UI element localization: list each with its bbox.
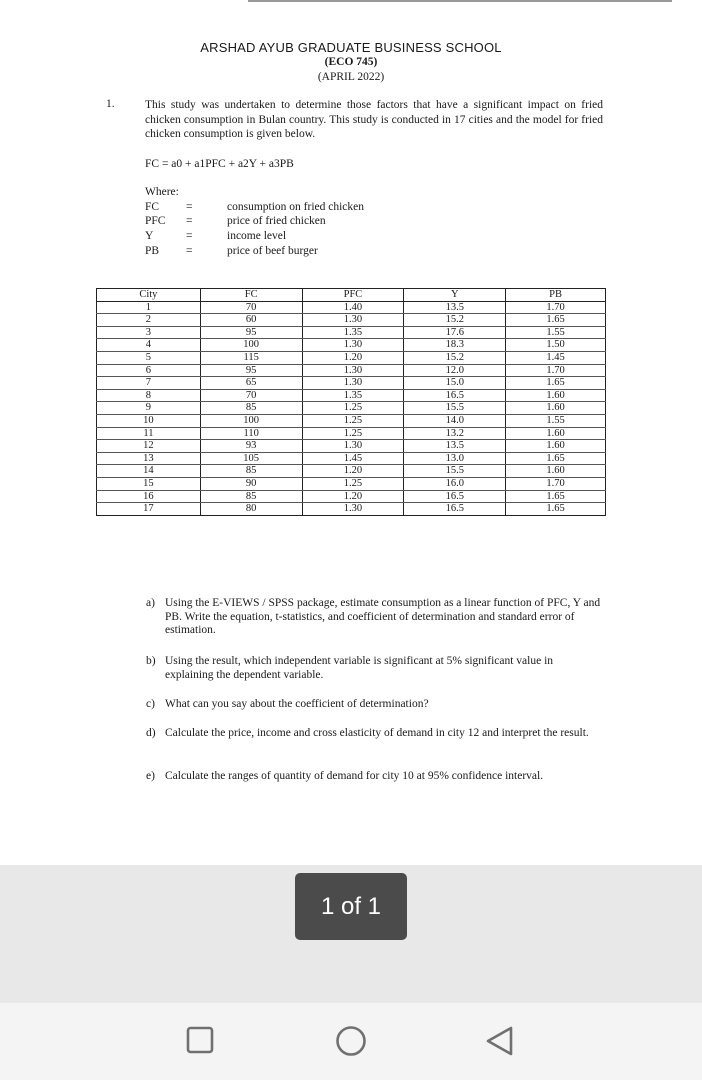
variable-description: price of beef burger — [227, 245, 318, 257]
table-cell: 14.0 — [404, 414, 506, 427]
variable-description: consumption on fried chicken — [227, 201, 365, 213]
table-cell: 1.20 — [302, 465, 404, 478]
column-header-fc: FC — [200, 289, 302, 302]
table-row — [97, 490, 606, 503]
table-cell: 2 — [97, 314, 201, 327]
table-cell: 1.25 — [302, 402, 404, 415]
recents-square-icon[interactable] — [183, 1022, 219, 1058]
table-row — [97, 377, 606, 390]
table-cell: 13 — [97, 452, 201, 465]
table-cell: 1.65 — [506, 490, 606, 503]
table-cell: 1.35 — [302, 389, 404, 402]
table-cell: 1.65 — [506, 503, 606, 516]
table-cell: 1.60 — [506, 440, 606, 453]
table-cell: 4 — [97, 339, 201, 352]
table-row — [97, 440, 606, 453]
table-cell: 1.70 — [506, 301, 606, 314]
table-cell: 93 — [200, 440, 302, 453]
table-cell: 13.5 — [404, 440, 506, 453]
table-cell: 1.25 — [302, 427, 404, 440]
table-cell: 10 — [97, 414, 201, 427]
table-cell: 1.25 — [302, 477, 404, 490]
table-cell: 16.5 — [404, 490, 506, 503]
variable-symbol: PB — [145, 245, 160, 257]
data-table — [96, 288, 606, 516]
table-cell: 1.55 — [506, 414, 606, 427]
table-row — [97, 452, 606, 465]
table-cell: 1.45 — [302, 452, 404, 465]
table-row — [97, 465, 606, 478]
table-cell: 16 — [97, 490, 201, 503]
table-cell: 15.5 — [404, 465, 506, 478]
table-cell: 1.45 — [506, 351, 606, 364]
table-cell: 1.50 — [506, 339, 606, 352]
table-cell: 13.5 — [404, 301, 506, 314]
table-cell: 8 — [97, 389, 201, 402]
variable-symbol: PFC — [145, 215, 166, 227]
table-cell: 1.35 — [302, 326, 404, 339]
column-header-pb: PB — [506, 289, 606, 302]
table-row — [97, 503, 606, 516]
table-cell: 15.0 — [404, 377, 506, 390]
column-header-city: City — [97, 289, 201, 302]
table-cell: 15 — [97, 477, 201, 490]
table-row — [97, 314, 606, 327]
table-row — [97, 339, 606, 352]
variable-symbol: Y — [145, 230, 154, 242]
course-code: (ECO 745) — [324, 56, 378, 68]
subquestion-text: Calculate the ranges of quantity of demand for city 10 at 95% confidence interval. — [165, 770, 544, 782]
table-cell: 65 — [200, 377, 302, 390]
top-divider — [248, 0, 672, 2]
table-cell: 1.40 — [302, 301, 404, 314]
variable-description: price of fried chicken — [227, 215, 326, 227]
table-cell: 80 — [200, 503, 302, 516]
table-cell: 95 — [200, 364, 302, 377]
table-header-row — [97, 289, 606, 302]
table-cell: 70 — [200, 301, 302, 314]
table-cell: 1.70 — [506, 477, 606, 490]
table-row — [97, 414, 606, 427]
question-intro: This study was undertaken to determine those factors that have a significant impact on fried chicken consumption in Bulan country. This study is conducted in 17 cities and the model for fried chicken consumption is given below. — [145, 99, 603, 140]
model-equation: FC = a0 + a1PFC + a2Y + a3PB — [145, 158, 294, 170]
table-cell: 13.2 — [404, 427, 506, 440]
table-cell: 90 — [200, 477, 302, 490]
table-cell: 1.20 — [302, 490, 404, 503]
page-indicator: 1 of 1 — [295, 873, 407, 940]
table-cell: 1.55 — [506, 326, 606, 339]
variable-equals: = — [186, 230, 193, 242]
table-cell: 110 — [200, 427, 302, 440]
variable-equals: = — [186, 215, 193, 227]
table-row — [97, 477, 606, 490]
table-cell: 9 — [97, 402, 201, 415]
subquestion-text: What can you say about the coefficient of determination? — [165, 698, 429, 710]
table-cell: 1.30 — [302, 440, 404, 453]
table-row — [97, 402, 606, 415]
table-cell: 1.60 — [506, 465, 606, 478]
table-cell: 60 — [200, 314, 302, 327]
table-cell: 15.2 — [404, 314, 506, 327]
table-cell: 115 — [200, 351, 302, 364]
table-cell: 85 — [200, 465, 302, 478]
school-title: ARSHAD AYUB GRADUATE BUSINESS SCHOOL — [200, 40, 502, 55]
table-cell: 18.3 — [404, 339, 506, 352]
table-cell: 1.60 — [506, 427, 606, 440]
home-circle-icon[interactable] — [333, 1022, 369, 1058]
table-cell: 17.6 — [404, 326, 506, 339]
table-cell: 1.30 — [302, 377, 404, 390]
table-cell: 16.5 — [404, 389, 506, 402]
table-cell: 3 — [97, 326, 201, 339]
subquestion-d — [146, 727, 602, 741]
table-cell: 1.65 — [506, 314, 606, 327]
subquestion-label: d) — [146, 727, 156, 739]
table-cell: 12 — [97, 440, 201, 453]
variable-equals: = — [186, 201, 193, 213]
table-row — [97, 389, 606, 402]
subquestion-c — [146, 698, 602, 712]
table-cell: 105 — [200, 452, 302, 465]
subquestion-text: Using the result, which independent variable is significant at 5% significant value in explaining the dependent variable. — [165, 655, 554, 681]
table-cell: 14 — [97, 465, 201, 478]
variable-description: income level — [227, 230, 287, 242]
table-cell: 6 — [97, 364, 201, 377]
table-cell: 85 — [200, 490, 302, 503]
table-row — [97, 326, 606, 339]
table-row — [97, 351, 606, 364]
table-cell: 100 — [200, 339, 302, 352]
table-cell: 16.5 — [404, 503, 506, 516]
subquestion-b — [146, 655, 602, 682]
table-cell: 70 — [200, 389, 302, 402]
column-header-y: Y — [404, 289, 506, 302]
subquestion-text: Using the E-VIEWS / SPSS package, estimate consumption as a linear function of PFC, Y and PB. Write the equation, t-statistics, and coefficient of determination and standard error of estimation. — [165, 597, 601, 636]
table-cell: 7 — [97, 377, 201, 390]
subquestion-label: a) — [146, 597, 155, 609]
table-cell: 85 — [200, 402, 302, 415]
back-triangle-icon[interactable] — [483, 1022, 519, 1058]
table-cell: 1.65 — [506, 377, 606, 390]
table-cell: 5 — [97, 351, 201, 364]
table-cell: 15.2 — [404, 351, 506, 364]
table-body — [97, 301, 606, 515]
table-cell: 1.25 — [302, 414, 404, 427]
table-cell: 13.0 — [404, 452, 506, 465]
table-cell: 1.30 — [302, 503, 404, 516]
table-cell: 15.5 — [404, 402, 506, 415]
table-cell: 100 — [200, 414, 302, 427]
subquestion-text: Calculate the price, income and cross elasticity of demand in city 12 and interpret the result. — [165, 727, 589, 739]
table-cell: 11 — [97, 427, 201, 440]
subquestion-label: b) — [146, 655, 156, 667]
exam-date: (APRIL 2022) — [317, 71, 385, 83]
table-cell: 1.65 — [506, 452, 606, 465]
table-cell: 1.70 — [506, 364, 606, 377]
table-cell: 1 — [97, 301, 201, 314]
table-row — [97, 427, 606, 440]
table-cell: 1.60 — [506, 389, 606, 402]
variable-equals: = — [186, 245, 193, 257]
table-row — [97, 301, 606, 314]
question-number: 1. — [106, 98, 115, 110]
subquestion-label: c) — [146, 698, 155, 710]
table-cell: 1.30 — [302, 339, 404, 352]
where-label: Where: — [145, 186, 179, 198]
table-cell: 1.60 — [506, 402, 606, 415]
subquestion-e — [146, 770, 602, 784]
table-cell: 12.0 — [404, 364, 506, 377]
table-cell: 16.0 — [404, 477, 506, 490]
variable-symbol: FC — [145, 201, 160, 213]
table-cell: 1.30 — [302, 364, 404, 377]
table-cell: 1.30 — [302, 314, 404, 327]
table-row — [97, 364, 606, 377]
subquestion-a — [146, 597, 602, 638]
table-cell: 1.20 — [302, 351, 404, 364]
table-cell: 17 — [97, 503, 201, 516]
subquestion-label: e) — [146, 770, 155, 782]
table-cell: 95 — [200, 326, 302, 339]
column-header-pfc: PFC — [302, 289, 404, 302]
